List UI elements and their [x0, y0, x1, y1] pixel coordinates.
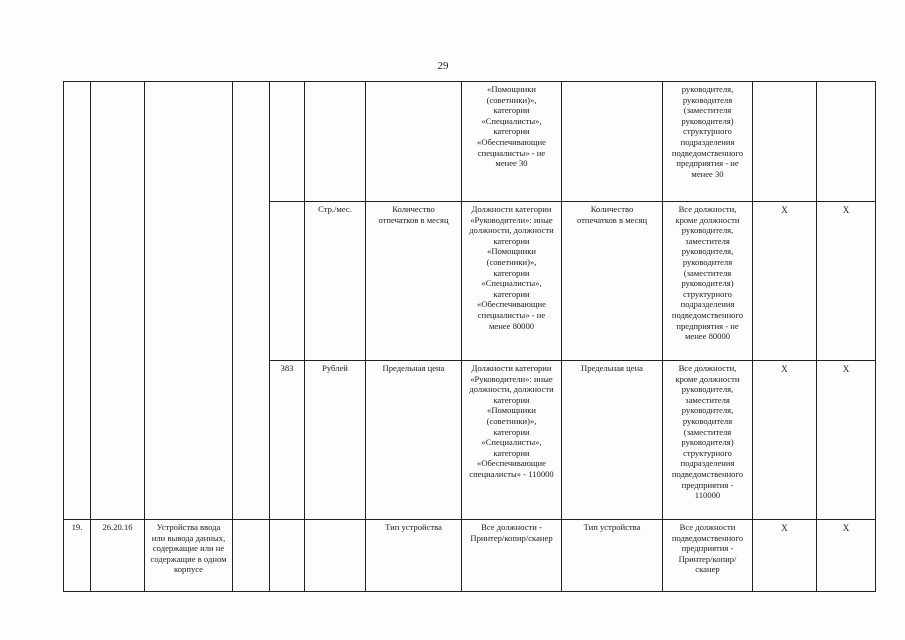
cell-mark-2: X — [817, 361, 876, 520]
cell-num — [64, 361, 91, 520]
cell-name — [145, 202, 233, 361]
cell-characteristic-2: Количество отпечатков в месяц — [562, 202, 663, 361]
cell-characteristic — [366, 82, 462, 202]
cell-characteristic: Количество отпечатков в месяц — [366, 202, 462, 361]
cell-num — [64, 202, 91, 361]
table-row — [64, 82, 876, 202]
cell-code — [270, 520, 305, 592]
cell-unit — [305, 82, 366, 202]
cell-mark-2: X — [817, 202, 876, 361]
cell-name — [145, 361, 233, 520]
cell-officials: Все должности - Принтер/копир/сканер — [462, 520, 562, 592]
cell-all-officials: Все должности, кроме должности руководителя, заместителя руководителя, руководителя (заместителя руководителя) структурного подразделения подведомственного предприятия - не менее 80000 — [663, 202, 753, 361]
table-row — [64, 520, 876, 592]
cell-mark-1: X — [753, 361, 817, 520]
cell-num: 19. — [64, 520, 91, 592]
cell-okpd — [91, 361, 145, 520]
cell-code: 383 — [270, 361, 305, 520]
page-number: 29 — [437, 60, 449, 72]
cell-characteristic: Предельная цена — [366, 361, 462, 520]
cell-characteristic-2: Предельная цена — [562, 361, 663, 520]
cell-characteristic-2 — [562, 82, 663, 202]
characteristics-table — [63, 81, 876, 592]
cell-officials: «Помощники (советники)», категории «Специалисты», категории «Обеспечивающие специалисты» - не менее 30 — [462, 82, 562, 202]
cell-unit: Стр./мес. — [305, 202, 366, 361]
cell-all-officials: Все должности подведомственного предприятия - Принтер/копир/ сканер — [663, 520, 753, 592]
cell-code — [233, 361, 270, 520]
cell-mark-2 — [817, 82, 876, 202]
cell-okpd — [91, 202, 145, 361]
cell-code — [233, 202, 270, 361]
cell-unit — [305, 520, 366, 592]
cell-officials: Должности категории «Руководители»: иные должности, должности категории «Помощники (советники)», категории «Специалисты», категории «Обеспечивающие специалисты» - не менее 80000 — [462, 202, 562, 361]
table-row — [64, 202, 876, 361]
cell-code — [270, 202, 305, 361]
cell-mark-1: X — [753, 520, 817, 592]
cell-code — [233, 82, 270, 202]
cell-code — [233, 520, 270, 592]
table-row — [64, 361, 876, 520]
cell-mark-1: X — [753, 202, 817, 361]
cell-all-officials: Все должности, кроме должности руководителя, заместителя руководителя, руководителя (заместителя руководителя) структурного подразделения подведомственного предприятия - 110000 — [663, 361, 753, 520]
cell-unit: Рублей — [305, 361, 366, 520]
cell-mark-2: X — [817, 520, 876, 592]
cell-officials: Должности категории «Руководители»: иные должности, должности категории «Помощники (советники)», категории «Специалисты», категории «Обеспечивающие специалисты» - 110000 — [462, 361, 562, 520]
cell-okpd — [91, 82, 145, 202]
cell-characteristic-2: Тип устройства — [562, 520, 663, 592]
cell-mark-1 — [753, 82, 817, 202]
cell-all-officials: руководителя, руководителя (заместителя руководителя) структурного подразделения подведомственного предприятия - не менее 30 — [663, 82, 753, 202]
cell-characteristic: Тип устройства — [366, 520, 462, 592]
cell-name — [145, 82, 233, 202]
cell-okpd: 26.20.16 — [91, 520, 145, 592]
cell-num — [64, 82, 91, 202]
cell-name: Устройства ввода или вывода данных, содержащие или не содержащие в одном корпусе — [145, 520, 233, 592]
cell-code — [270, 82, 305, 202]
